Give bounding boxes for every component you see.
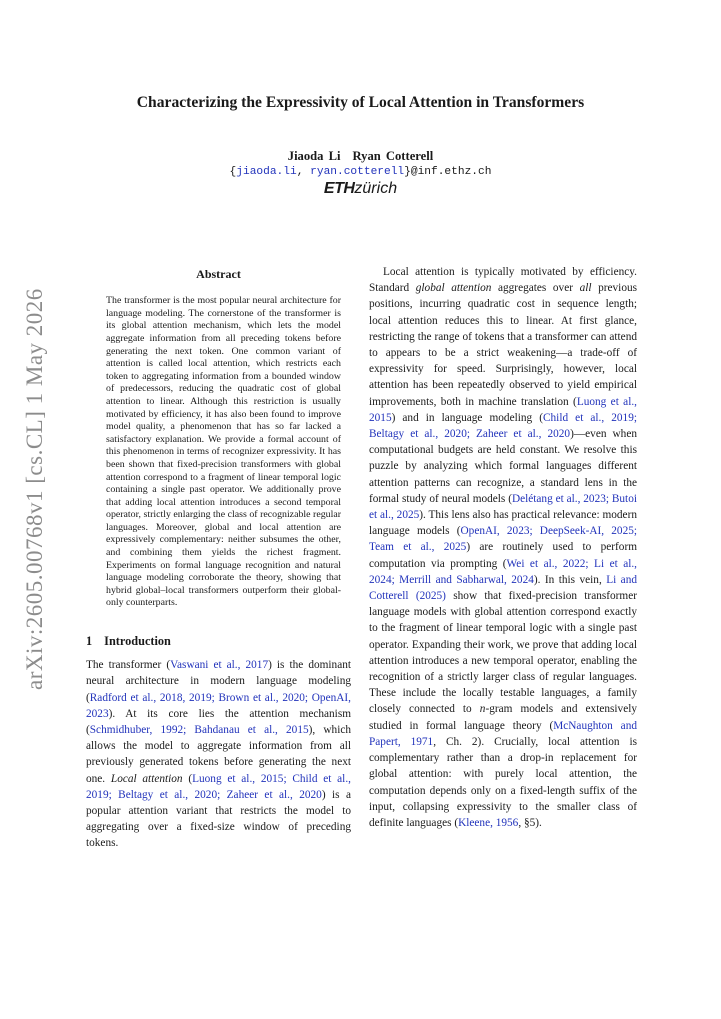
- text-run: ) are routinely used to perform computation via prompting (: [369, 541, 637, 570]
- citation-link[interactable]: Luong et al., 2015; Child et al., 2019; Beltagy et al., 2020; Zaheer et al., 2020: [86, 772, 351, 801]
- author-list: [0, 149, 721, 164]
- text-run: ). In this vein,: [533, 573, 607, 586]
- citation-link[interactable]: Kleene, 1956: [458, 816, 519, 829]
- text-run: , Ch. 2). Crucially, local attention is complementary rather than a drop-in replacement for global attention: with purely local attention, the computation depends only on a fixed-length suffix of the input, collapsing expressivity to the smaller class of definite languages (: [369, 735, 637, 829]
- text-run: aggregates over: [491, 282, 580, 295]
- intro-paragraph-1: [86, 657, 351, 851]
- email-brace-open: {: [229, 166, 237, 178]
- abstract-heading: Abstract: [196, 267, 241, 281]
- section-number: 1: [86, 634, 93, 649]
- text-run: )—even when computational budgets are held constant. We resolve this puzzle by analyzing which formal languages different attention patterns can recognize, a standard lens in the formal study of neural models (: [369, 428, 637, 505]
- text-run: ). At its core lies the attention mechanism (: [86, 707, 351, 737]
- text-run: -gram models and extensively studied in formal language theory (: [369, 703, 637, 732]
- text-run: ). This lens also has practical relevance: modern language models (: [369, 509, 637, 538]
- email-separator: ,: [296, 166, 311, 178]
- citation-link[interactable]: OpenAI, 2023; DeepSeek-AI, 2025; Team et al., 2025: [369, 525, 637, 554]
- emphasis: n: [479, 703, 486, 716]
- text-run: ) and in language modeling (: [391, 411, 543, 424]
- email-user-link[interactable]: ryan.cotterell: [310, 166, 405, 178]
- text-run: ) is a popular attention variant that restricts the model to aggregating over a fixed-size window of preceding tokens.: [86, 788, 351, 850]
- left-column: [86, 266, 351, 852]
- logo-zurich: zürich: [354, 180, 398, 197]
- citation-link[interactable]: McNaughton and Papert, 1971: [369, 719, 637, 748]
- right-column: [369, 264, 637, 831]
- text-run: The transformer (: [86, 659, 171, 672]
- citation-link[interactable]: Vaswani et al., 2017: [170, 659, 269, 672]
- logo-eth: ETH: [323, 180, 355, 197]
- text-run: Local attention is typically motivated by efficiency. Standard: [369, 266, 637, 295]
- citation-link[interactable]: Child et al., 2019; Beltagy et al., 2020; Zaheer et al., 2020: [369, 411, 637, 441]
- citation-link[interactable]: Schmidhuber, 1992; Bahdanau et al., 2015: [89, 724, 309, 737]
- emphasis: Local attention: [110, 772, 183, 785]
- author-emails: [0, 166, 721, 178]
- emphasis: all: [579, 282, 592, 295]
- abstract-body: The transformer is the most popular neural architecture for language modeling. The cornerstone of the transformer is its global attention mechanism, which lets the model aggregate information from all preceding tokens before generating the next token. One common variant of attention is called local attention, which restricts each token to aggregating information from a bounded window of predecessors, reducing the quadratic cost of global attention to linear. Although this restriction is usually motivated by efficiency, it has also been found to improve model quality, a phenomenon that has so far lacked a satisfactory explanation. We provide a formal account of this phenomenon in terms of recognizer expressivity. It has been shown that fixed-precision transformers with global attention correspond to a fragment of linear temporal logic containing a single past operator. We additionally prove that adding local attention introduces a second temporal operator, strictly enlarging the class of recognizable regular languages. Moreover, global and local attention are expressively complementary: neither subsumes the other, and combining them yields the richest fragment. Experiments on formal language recognition and natural language modeling corroborate the theory, showing that hybrid global–local transformers outperform their global-only counterparts.: [106, 295, 341, 609]
- citation-link[interactable]: Wei et al., 2022; Li et al., 2024; Merrill and Sabharwal, 2024: [369, 557, 637, 586]
- section-title: Introduction: [104, 634, 171, 649]
- citation-link[interactable]: Li and Cotterell (2025): [369, 573, 637, 603]
- text-run: ), which allows the model to aggregate information from all previously generated tokens before generating the next one.: [86, 724, 351, 785]
- author-name: Ryan Cotterell: [352, 149, 434, 163]
- text-run: previous positions, incurring quadratic cost in sequence length; local attention reduces this to linear. At first glance, restricting the range of tokens that a transformer can attend to appears to be a strict weakening—a trade-off of expressivity for speed. Surprisingly, however, local attention has been repeatedly observed to yield empirical improvements, both in machine translation (: [369, 282, 638, 408]
- email-domain: @inf.ethz.ch: [410, 166, 492, 178]
- email-brace-close: }: [404, 166, 411, 178]
- text-run: (: [182, 772, 193, 785]
- author-name: Jiaoda Li: [287, 149, 341, 163]
- arxiv-identifier: arXiv:2605.00768v1 [cs.CL] 1 May 2026: [22, 288, 47, 690]
- citation-link[interactable]: Delétang et al., 2023; Butoi et al., 2025: [369, 492, 637, 522]
- section-heading-introduction: [86, 633, 351, 649]
- paper-title: Characterizing the Expressivity of Local Attention in Transformers: [136, 94, 585, 111]
- email-user-link[interactable]: jiaoda.li: [236, 166, 297, 178]
- text-run: , §5).: [518, 816, 542, 829]
- emphasis: global attention: [415, 282, 492, 295]
- text-run: ) is the dominant neural architecture in modern language modeling (: [86, 659, 352, 704]
- intro-paragraph-2: [369, 264, 637, 831]
- citation-link[interactable]: Luong et al., 2015: [369, 395, 637, 424]
- citation-link[interactable]: Radford et al., 2018, 2019; Brown et al., 2020; OpenAI, 2023: [86, 691, 351, 720]
- eth-zurich-logo: [0, 180, 721, 198]
- text-run: show that fixed-precision transformer language models with global attention correspond exactly to the fragment of linear temporal logic with a single past operator. Expanding their work, we prove that adding local attention introduces a new temporal operator, enabling the recognition of a strictly larger class of regular languages. These include the locally testable languages, a family closely connected to: [369, 590, 637, 716]
